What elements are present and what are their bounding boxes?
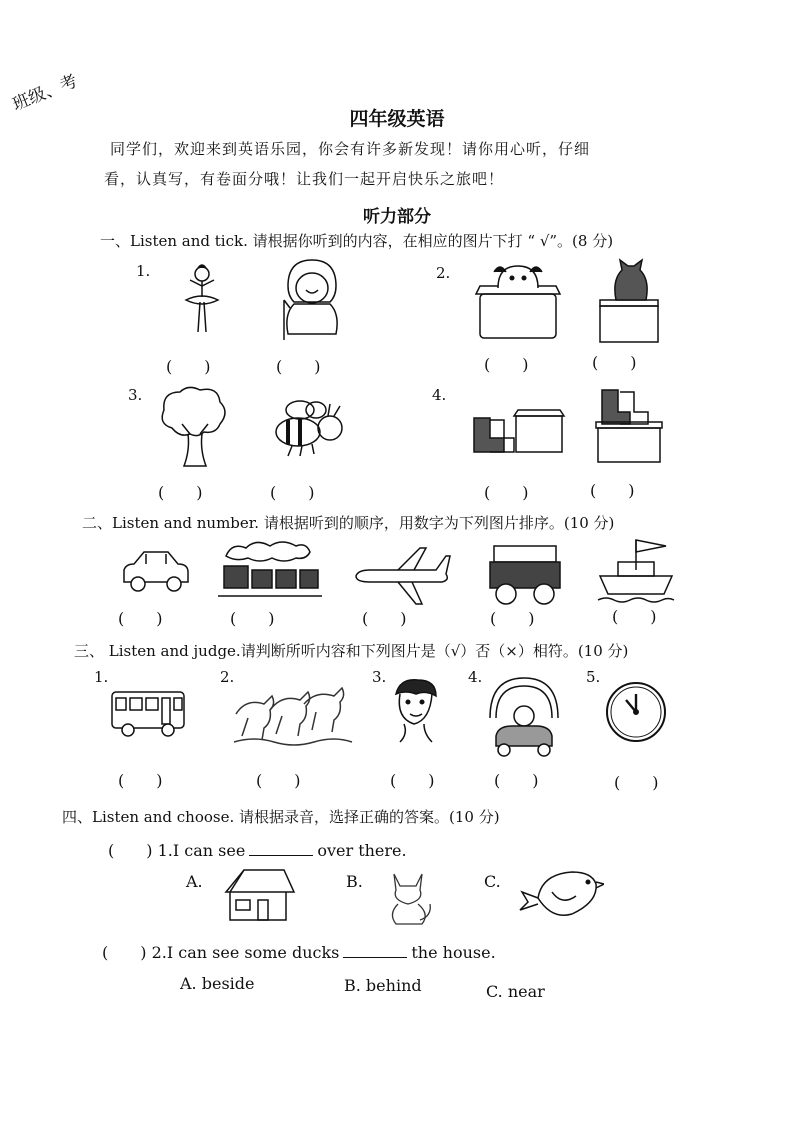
question-1-suffix: over there. — [317, 841, 407, 860]
part3-heading: 三、 Listen and judge.请判断所听内容和下列图片是（√）否（×）相符。(10 分) — [74, 642, 629, 660]
question-2-option-c[interactable]: C. near — [486, 982, 545, 1001]
part2-answer-2[interactable]: ( ) — [230, 609, 275, 628]
girl-with-microphone-icon — [266, 256, 354, 342]
section-title: 听力部分 — [363, 207, 431, 227]
part2-answer-4[interactable]: ( ) — [490, 609, 535, 628]
dog-in-box-icon — [472, 258, 564, 342]
question-1-option-a-label: A. — [186, 872, 203, 891]
bee-icon — [268, 396, 354, 462]
girl-in-taxi-icon — [486, 674, 562, 760]
car-icon — [118, 546, 194, 596]
fox-icon — [380, 866, 436, 928]
page-title: 四年级英语 — [349, 108, 445, 130]
part2-answer-5[interactable]: ( ) — [612, 607, 657, 626]
part1-number-2: 2. — [436, 264, 451, 282]
question-1-prefix: 1.I can see — [157, 841, 246, 860]
part1-answer-4a[interactable]: ( ) — [484, 483, 529, 502]
train-icon — [218, 540, 322, 602]
horses-icon — [230, 684, 354, 746]
part1-answer-3a[interactable]: ( ) — [158, 483, 203, 502]
question-1 — [108, 838, 407, 861]
boy-face-icon — [390, 676, 440, 744]
tree-icon — [154, 386, 234, 470]
part3-number-2: 2. — [220, 668, 235, 686]
question-1-answer[interactable]: ( ) — [108, 841, 153, 860]
bird-icon — [518, 864, 604, 926]
question-2-option-b[interactable]: B. behind — [344, 976, 422, 995]
question-2 — [102, 940, 496, 963]
part3-number-5: 5. — [586, 668, 601, 686]
part4-heading: 四、Listen and choose. 请根据录音，选择正确的答案。(10 分) — [62, 808, 500, 826]
question-1-blank[interactable] — [249, 841, 313, 856]
part3-answer-4[interactable]: ( ) — [494, 771, 539, 790]
part1-answer-2a[interactable]: ( ) — [484, 355, 529, 374]
part3-answer-5[interactable]: ( ) — [614, 773, 659, 792]
part1-answer-1a[interactable]: ( ) — [166, 357, 211, 376]
question-2-suffix: the house. — [411, 943, 496, 962]
question-2-prefix: 2.I can see some ducks — [151, 943, 340, 962]
part3-number-1: 1. — [94, 668, 109, 686]
part1-answer-3b[interactable]: ( ) — [270, 483, 315, 502]
shoes-on-box-icon — [594, 386, 664, 466]
part1-number-4: 4. — [432, 386, 447, 404]
part1-answer-2b[interactable]: ( ) — [592, 353, 637, 372]
part3-answer-2[interactable]: ( ) — [256, 771, 301, 790]
part3-number-4: 4. — [468, 668, 483, 686]
part2-heading: 二、Listen and number. 请根据听到的顺序，用数字为下列图片排序。(10 分) — [82, 514, 615, 532]
clock-icon — [604, 680, 668, 744]
ship-icon — [596, 536, 676, 608]
question-2-blank[interactable] — [343, 943, 407, 958]
plane-icon — [352, 546, 452, 608]
part1-answer-1b[interactable]: ( ) — [276, 357, 321, 376]
question-2-option-a[interactable]: A. beside — [180, 974, 255, 993]
part2-answer-3[interactable]: ( ) — [362, 609, 407, 628]
shoes-beside-box-icon — [470, 406, 566, 456]
part1-number-1: 1. — [136, 262, 151, 280]
ballet-dancer-icon — [172, 262, 232, 342]
part2-answer-1[interactable]: ( ) — [118, 609, 163, 628]
part3-answer-1[interactable]: ( ) — [118, 771, 163, 790]
bus-icon — [108, 688, 188, 738]
part1-answer-4b[interactable]: ( ) — [590, 481, 635, 500]
house-icon — [222, 864, 296, 924]
intro-line-2: 看，认真写，有卷面分哦！让我们一起开启快乐之旅吧！ — [104, 170, 505, 188]
question-2-answer[interactable]: ( ) — [102, 943, 147, 962]
part3-number-3: 3. — [372, 668, 387, 686]
jeep-icon — [484, 540, 566, 606]
part1-heading: 一、Listen and tick. 请根据你听到的内容，在相应的图片下打 “ √”。(8 分) — [100, 232, 614, 250]
question-1-option-b-label: B. — [346, 872, 363, 891]
class-label: 班级、考 — [9, 71, 81, 116]
intro-line-1: 同学们，欢迎来到英语乐园，你会有许多新发现！请你用心听，仔细 — [110, 140, 591, 158]
part1-number-3: 3. — [128, 386, 143, 404]
part3-answer-3[interactable]: ( ) — [390, 771, 435, 790]
question-1-option-c-label: C. — [484, 872, 501, 891]
cat-on-box-icon — [594, 256, 664, 344]
